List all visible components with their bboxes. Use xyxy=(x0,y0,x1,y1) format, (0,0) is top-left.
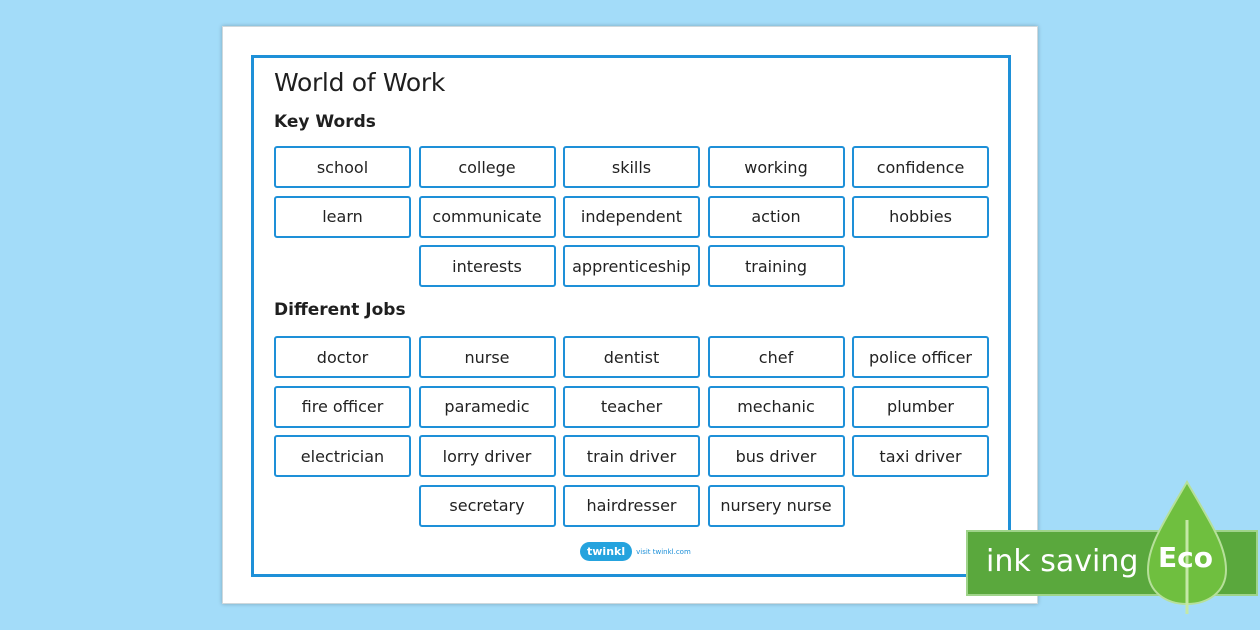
eco-label: Eco xyxy=(1158,541,1213,574)
word-card: school xyxy=(274,146,411,188)
word-card: paramedic xyxy=(419,386,556,428)
word-card: training xyxy=(708,245,845,287)
empty-cell xyxy=(274,485,411,527)
word-card: dentist xyxy=(563,336,700,378)
section-heading-different-jobs: Different Jobs xyxy=(274,300,406,320)
twinkl-url-text: visit twinkl.com xyxy=(636,547,691,556)
section-heading-key-words: Key Words xyxy=(274,112,376,132)
word-card: nurse xyxy=(419,336,556,378)
different-jobs-grid xyxy=(274,336,989,527)
word-card: lorry driver xyxy=(419,435,556,477)
word-card: college xyxy=(419,146,556,188)
word-card: doctor xyxy=(274,336,411,378)
word-card: hairdresser xyxy=(563,485,700,527)
word-card: apprenticeship xyxy=(563,245,700,287)
word-card: interests xyxy=(419,245,556,287)
word-card: action xyxy=(708,196,845,238)
ink-saving-text: ink saving xyxy=(986,544,1139,579)
word-card: learn xyxy=(274,196,411,238)
word-card: working xyxy=(708,146,845,188)
empty-cell xyxy=(274,245,411,287)
empty-cell xyxy=(852,245,989,287)
word-card: confidence xyxy=(852,146,989,188)
page-title: World of Work xyxy=(274,68,446,97)
empty-cell xyxy=(852,485,989,527)
word-card: teacher xyxy=(563,386,700,428)
word-card: hobbies xyxy=(852,196,989,238)
word-card: fire officer xyxy=(274,386,411,428)
word-card: police officer xyxy=(852,336,989,378)
word-card: taxi driver xyxy=(852,435,989,477)
word-card: secretary xyxy=(419,485,556,527)
key-words-grid xyxy=(274,146,989,287)
worksheet-frame xyxy=(251,55,1011,577)
word-card: plumber xyxy=(852,386,989,428)
word-card: mechanic xyxy=(708,386,845,428)
worksheet-page xyxy=(222,26,1038,604)
word-card: independent xyxy=(563,196,700,238)
word-card: skills xyxy=(563,146,700,188)
word-card: chef xyxy=(708,336,845,378)
word-card: train driver xyxy=(563,435,700,477)
twinkl-logo[interactable] xyxy=(580,542,691,561)
word-card: nursery nurse xyxy=(708,485,845,527)
twinkl-logo-badge: twinkl xyxy=(580,542,632,561)
word-card: communicate xyxy=(419,196,556,238)
word-card: bus driver xyxy=(708,435,845,477)
word-card: electrician xyxy=(274,435,411,477)
